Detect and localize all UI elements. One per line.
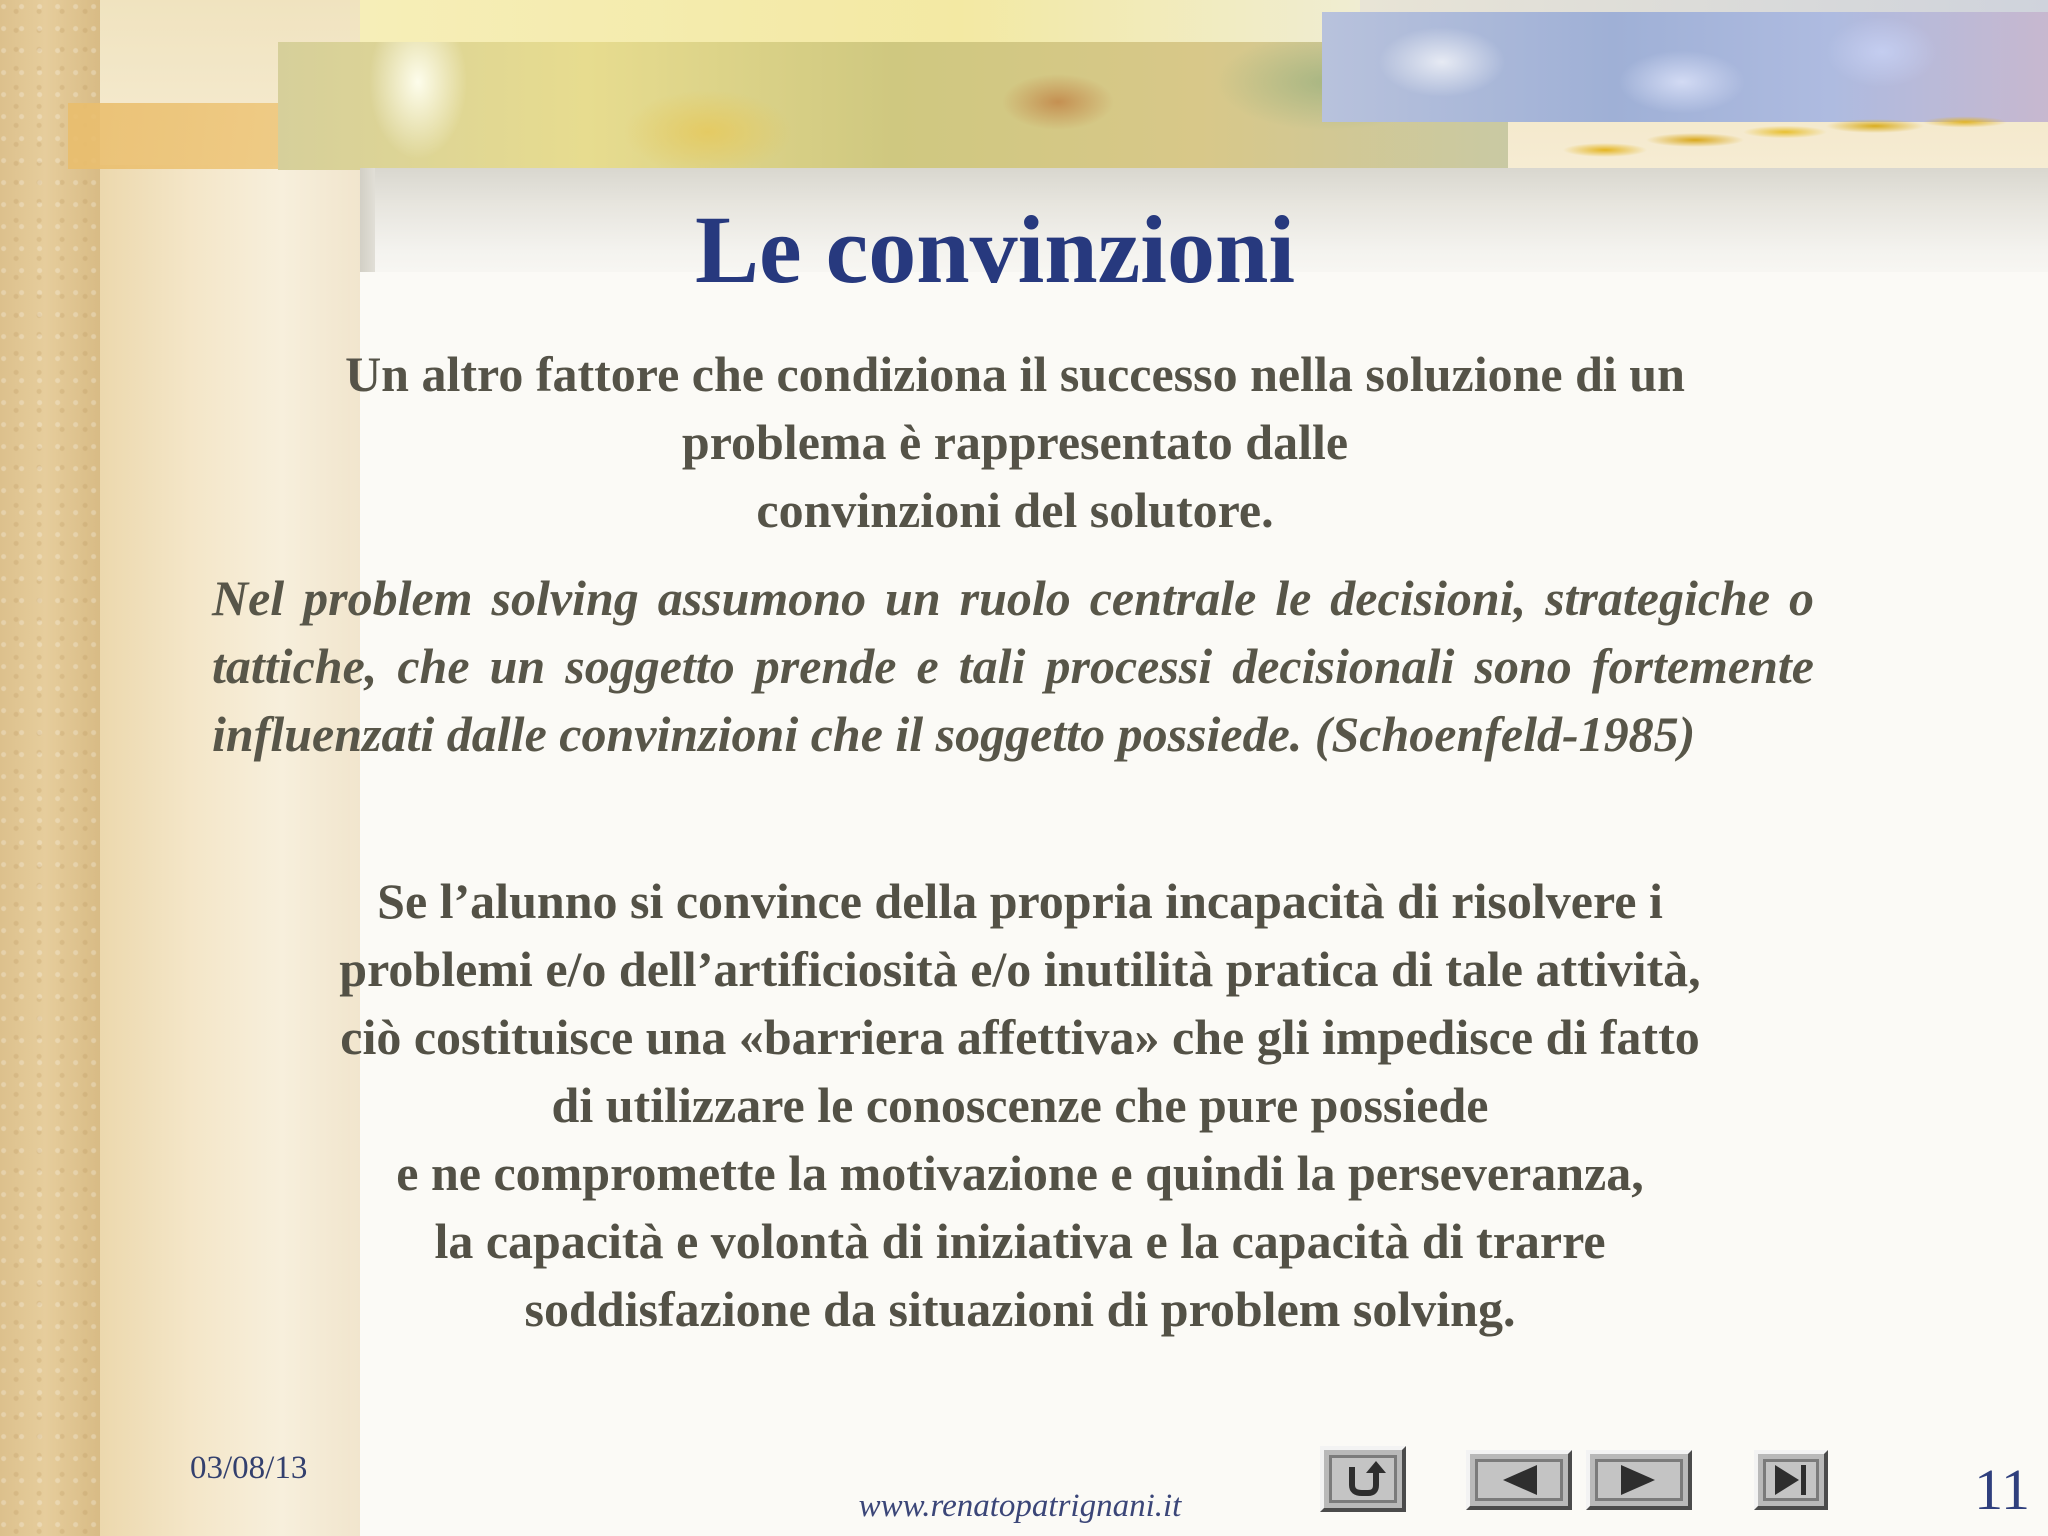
paragraph-line: problemi e/o dell’artificiosità e/o inutilità pratica di tale attività, — [339, 941, 1701, 997]
paragraph-line: di utilizzare le conoscenze che pure possiede — [551, 1077, 1489, 1133]
intro-line: problema è rappresentato dalle — [681, 414, 1349, 470]
paragraph-line: Se l’alunno si convince della propria incapacità di risolvere i — [377, 873, 1663, 929]
intro-line: Un altro fattore che condiziona il successo nella soluzione di un — [345, 346, 1685, 402]
website-link[interactable]: www.renatopatrignani.it — [858, 1488, 1182, 1524]
next-button-face — [1595, 1459, 1683, 1501]
paragraph-line: ciò costituisce una «barriera affettiva» che gli impedisce di fatto — [340, 1009, 1700, 1065]
return-icon — [1340, 1459, 1386, 1499]
last-slide-button-face — [1763, 1459, 1819, 1501]
return-button[interactable] — [1320, 1446, 1406, 1512]
affective-barrier-paragraph — [200, 867, 1840, 1343]
paragraph-line: e ne compromette la motivazione e quindi la perseveranza, — [396, 1145, 1644, 1201]
previous-slide-button[interactable] — [1466, 1450, 1572, 1510]
previous-arrow-icon — [1499, 1463, 1539, 1497]
previous-button-face — [1475, 1459, 1563, 1501]
slide-title: Le convinzioni — [694, 196, 1296, 303]
last-slide-icon — [1771, 1463, 1811, 1497]
next-slide-button[interactable] — [1586, 1450, 1692, 1510]
return-button-face — [1329, 1455, 1397, 1503]
next-arrow-icon — [1619, 1463, 1659, 1497]
paragraph-line: la capacità e volontà di iniziativa e la capacità di trarre — [434, 1213, 1606, 1269]
paragraph-line: soddisfazione da situazioni di problem solving. — [524, 1281, 1516, 1337]
intro-line: convinzioni del solutore. — [756, 482, 1274, 538]
last-slide-button[interactable] — [1754, 1450, 1828, 1510]
schoenfeld-quote: Nel problem solving assumono un ruolo centrale le decisioni, strategiche o tattiche, che un soggetto prende e tali processi decisionali sono fortemente influenzati dalle convinzioni che il soggetto possiede. (Schoenfeld-1985) — [212, 570, 1814, 762]
slide-date: 03/08/13 — [190, 1450, 308, 1486]
page-number: 11 — [1974, 1457, 2030, 1522]
intro-paragraph — [210, 340, 1820, 544]
